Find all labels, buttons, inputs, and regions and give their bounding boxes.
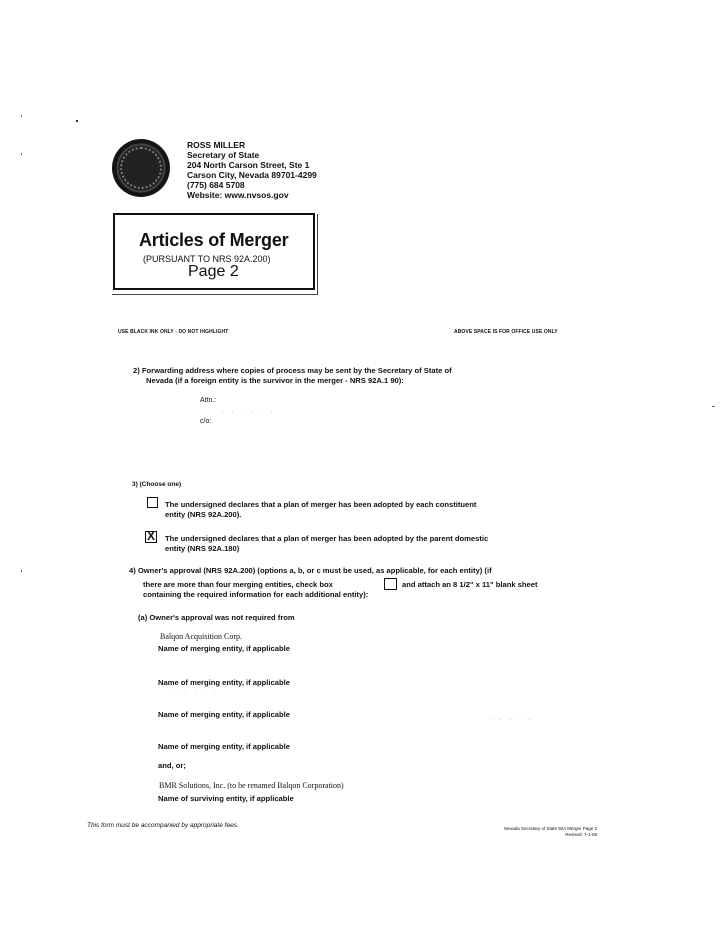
office-title: Secretary of State xyxy=(187,150,260,160)
section2-line1: 2) Forwarding address where copies of process may be sent by the Secretary of State of xyxy=(133,366,452,375)
additional-entities-checkbox[interactable] xyxy=(384,578,397,590)
merging-entity-2-label: Name of merging entity, if applicable xyxy=(158,678,290,687)
footer-page-info xyxy=(440,826,597,838)
option2-line1: The undersigned declares that a plan of merger has been adopted by the parent domestic xyxy=(165,534,489,543)
scan-speck xyxy=(21,115,22,117)
section3-heading: 3) (Choose one) xyxy=(132,481,182,488)
co-label: c/o: xyxy=(200,418,212,425)
merging-entity-3-dots: · · · · · xyxy=(490,717,534,723)
merging-entity-1-value: Balqon Acquisition Corp. xyxy=(160,632,242,641)
section2-line2: Nevada (if a foreign entity is the survivor in the merger - NRS 92A.1 90): xyxy=(146,376,404,385)
footer-revised: Revised: 7-1-08 xyxy=(565,832,597,837)
option1-line2: entity (NRS 92A.200). xyxy=(165,510,242,519)
scan-speck xyxy=(21,153,22,155)
state-seal-icon xyxy=(112,139,170,197)
office-address xyxy=(187,140,317,200)
ink-instruction: USE BLACK INK ONLY - DO NOT HIGHLIGHT xyxy=(118,329,229,335)
option1-checkbox[interactable] xyxy=(147,497,158,508)
form-page-number: Page 2 xyxy=(188,263,239,280)
phone-number: (775) 684 5708 xyxy=(187,180,245,190)
section4-line1: 4) Owner's approval (NRS 92A.200) (options a, b, or c must be used, as applicable, for each entity) (if xyxy=(129,566,492,575)
street-address: 204 North Carson Street, Ste 1 xyxy=(187,160,310,170)
option2-line2: entity (NRS 92A.180) xyxy=(165,544,240,553)
office-use-note: ABOVE SPACE IS FOR OFFICE USE ONLY xyxy=(454,329,558,335)
merging-entity-4-label: Name of merging entity, if applicable xyxy=(158,742,290,751)
owner-approval-not-required: (a) Owner's approval was not required from xyxy=(138,613,295,622)
merging-entity-2-dots: · · · · · xyxy=(175,688,219,694)
and-or: and, or; xyxy=(158,761,186,770)
scan-speck xyxy=(712,406,715,407)
section4-line2a: there are more than four merging entities, check box xyxy=(143,580,333,589)
city-address: Carson City, Nevada 89701-4299 xyxy=(187,170,317,180)
scan-speck xyxy=(21,570,22,572)
surviving-entity-label: Name of surviving entity, if applicable xyxy=(158,794,294,803)
attn-label: Attn.: xyxy=(200,397,217,404)
section4-line2b: and attach an 8 1/2" x 11" blank sheet xyxy=(402,580,538,589)
section4-line3: containing the required information for each additional entity): xyxy=(143,590,369,599)
footer-page-label: Nevada Secretary of State 92A Merger Page 2 xyxy=(504,826,597,831)
option1-line1: The undersigned declares that a plan of merger has been adopted by each constituent xyxy=(165,500,477,509)
co-field-dots: · · · · · · xyxy=(222,410,276,416)
scan-speck xyxy=(76,120,78,122)
merging-entity-3-label: Name of merging entity, if applicable xyxy=(158,710,290,719)
surviving-entity-value: BMR Solutions, Inc. (to be renamed Balqon Corporation) xyxy=(159,781,344,790)
form-subtitle: (PURSUANT TO NRS 92A.200) xyxy=(143,254,271,264)
merging-entity-1-label: Name of merging entity, if applicable xyxy=(158,644,290,653)
fees-note: This form must be accompanied by appropriate fees. xyxy=(87,822,239,829)
option2-checkbox[interactable]: X xyxy=(146,529,155,543)
official-name: ROSS MILLER xyxy=(187,140,246,150)
form-title: Articles of Merger xyxy=(139,230,289,250)
website: Website: www.nvsos.gov xyxy=(187,190,289,200)
